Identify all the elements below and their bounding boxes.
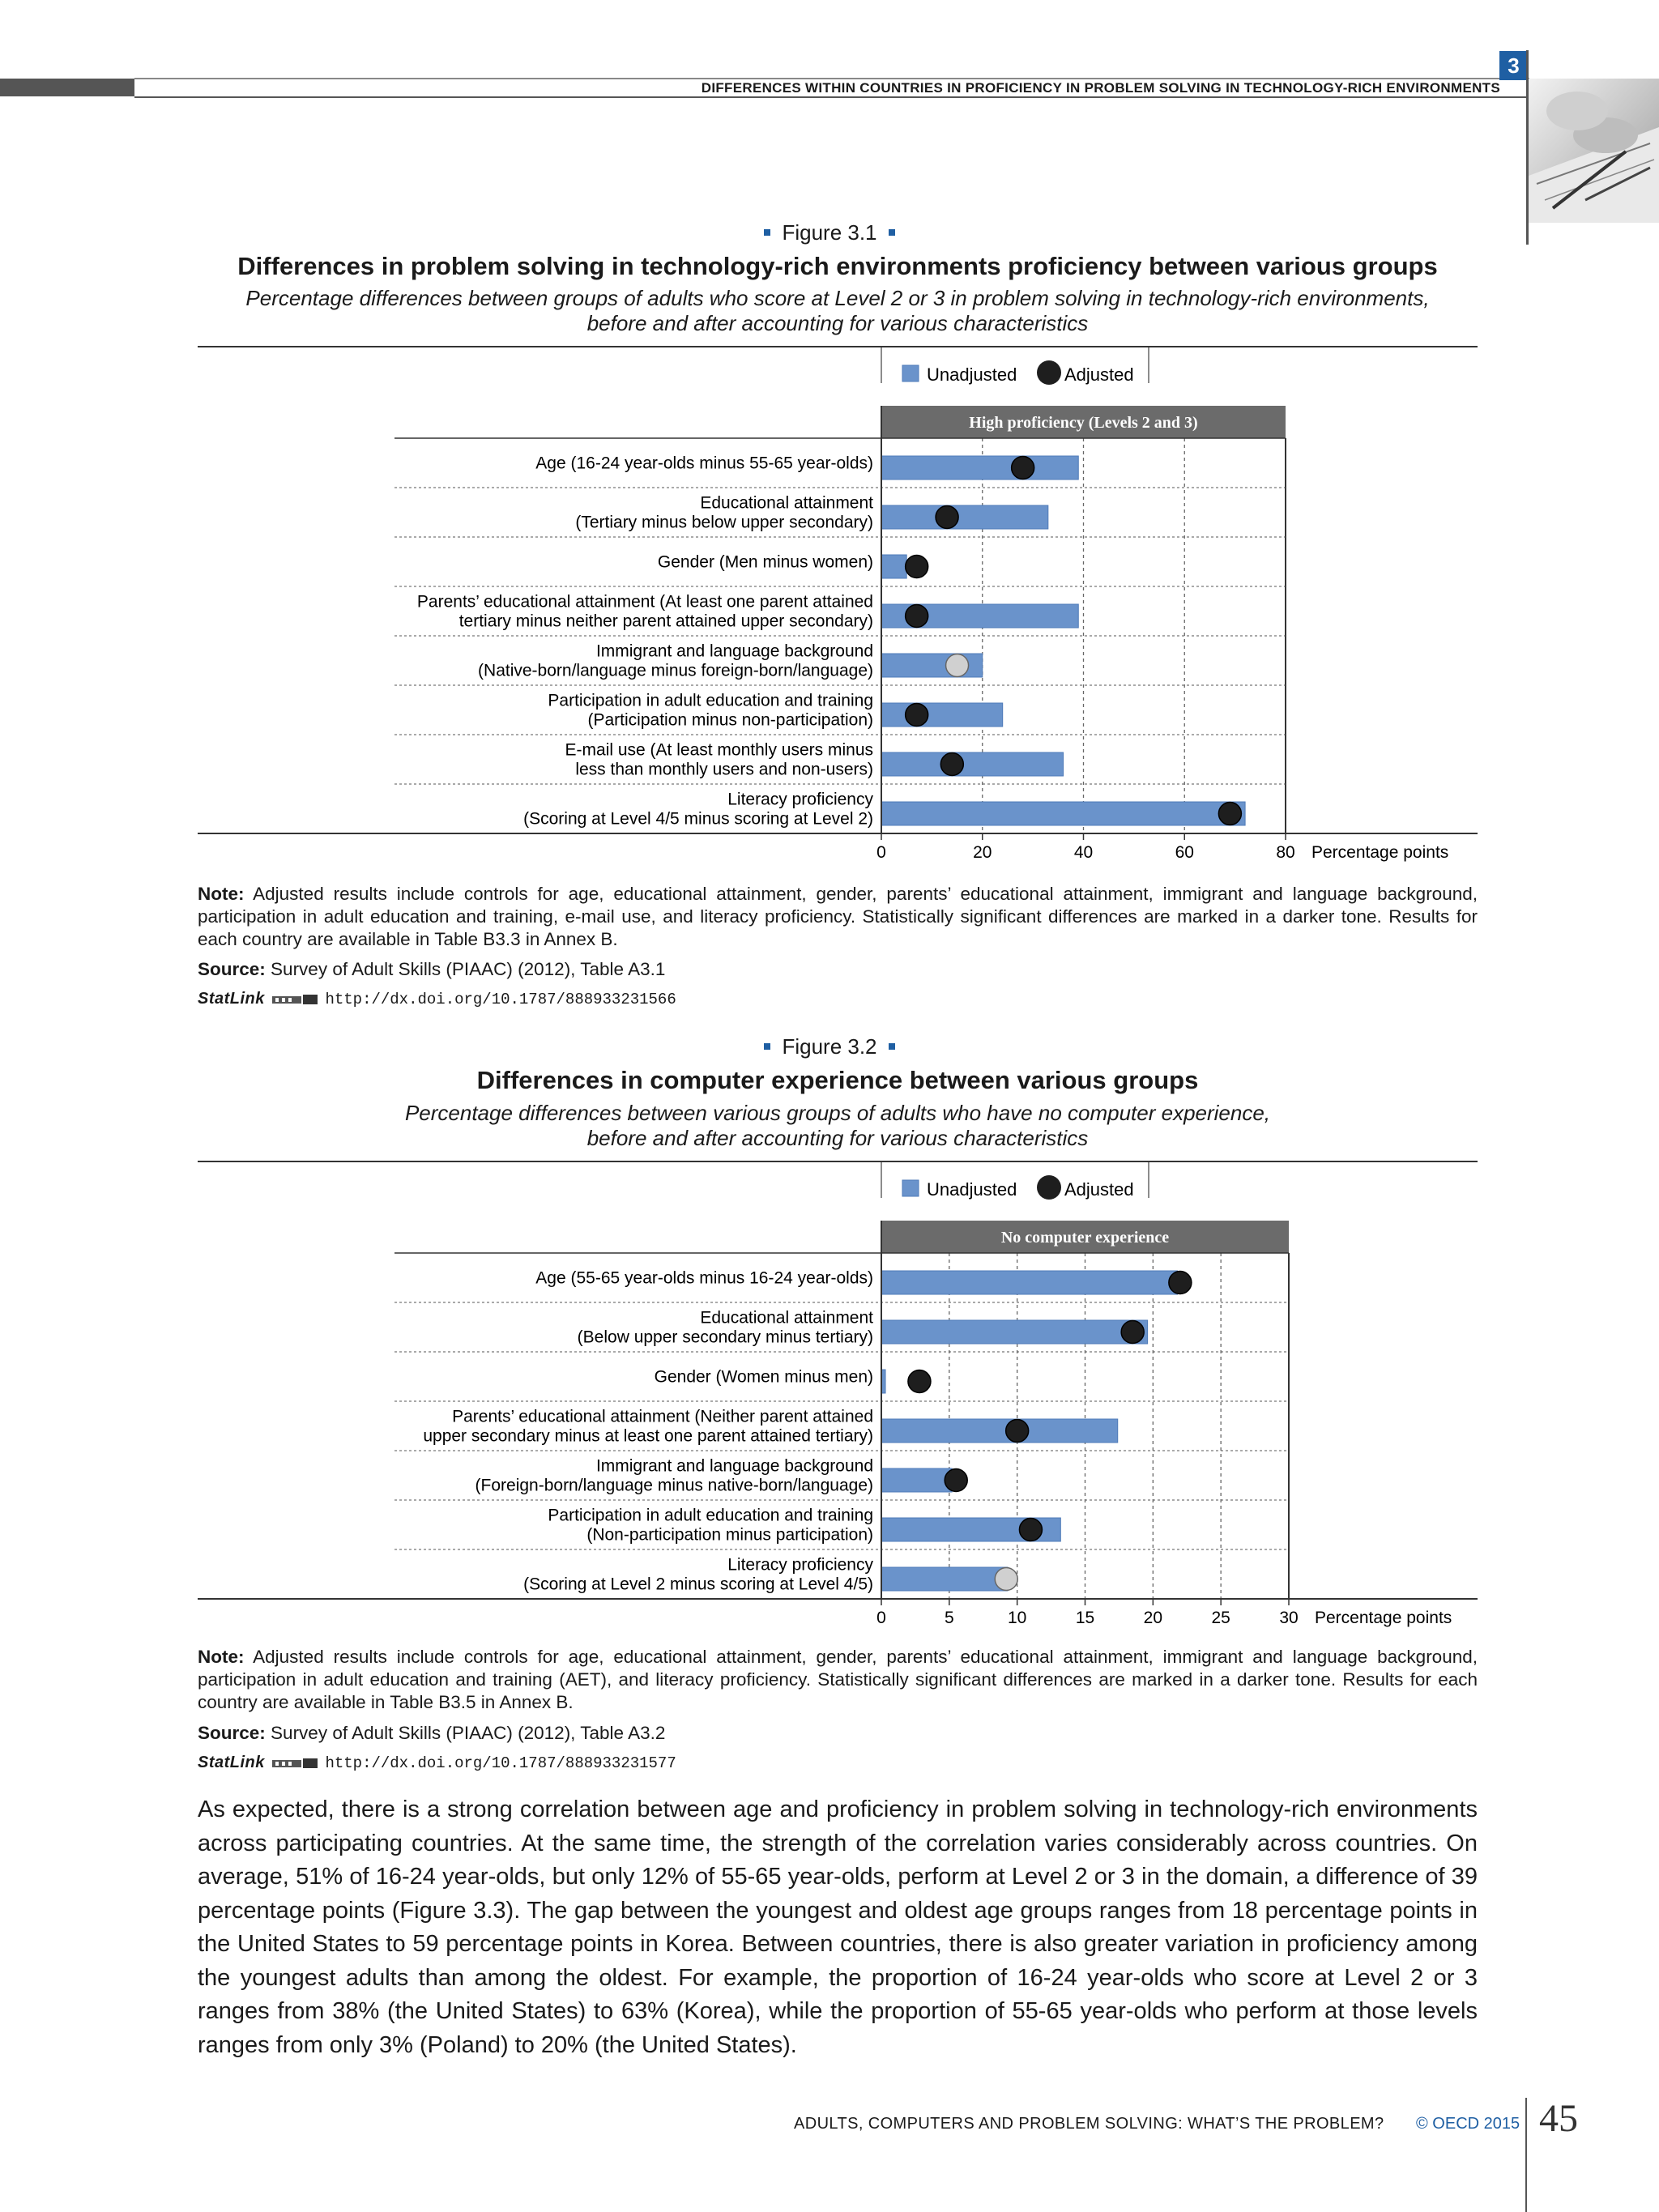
figure2-source: Source: Survey of Adult Skills (PIAAC) (2012), Table A3.2 xyxy=(198,1723,666,1743)
x-tick-label: 60 xyxy=(1175,843,1194,862)
dot-adjusted xyxy=(1006,1420,1029,1443)
x-tick-label: 25 xyxy=(1211,1609,1230,1627)
legend-adjusted-label: Adjusted xyxy=(1064,1179,1134,1200)
dot-adjusted xyxy=(945,1469,967,1492)
dot-adjusted xyxy=(906,704,928,727)
statlink-logo-icon xyxy=(272,994,318,1005)
bar-unadjusted xyxy=(881,1271,1178,1294)
dot-adjusted xyxy=(1019,1519,1042,1541)
figure2-subtitle-line2: before and after accounting for various characteristics xyxy=(586,1126,1089,1150)
figure2-statlink[interactable]: StatLink http://dx.doi.org/10.1787/888933231577 xyxy=(198,1754,676,1772)
category-label-line: Gender (Men minus women) xyxy=(657,552,873,572)
figure1-label: Figure 3.1 xyxy=(0,220,1659,245)
dot-adjusted xyxy=(1169,1272,1192,1294)
category-label-line: Literacy proficiency xyxy=(727,790,873,809)
header-bar xyxy=(0,79,134,96)
category-label xyxy=(523,791,873,829)
category-label xyxy=(575,494,873,532)
x-tick-label: 0 xyxy=(876,843,886,862)
category-label-line: (Scoring at Level 4/5 minus scoring at Level 2) xyxy=(523,809,873,829)
bar-unadjusted xyxy=(881,1468,952,1492)
category-label-line: Age (16-24 year-olds minus 55-65 year-olds) xyxy=(535,454,873,473)
category-label-line: less than monthly users and non-users) xyxy=(575,760,873,779)
x-tick-label: 0 xyxy=(876,1609,886,1627)
x-axis-label: Percentage points xyxy=(1311,843,1449,862)
figure2-chart xyxy=(0,1162,1659,1640)
category-label xyxy=(578,1309,873,1347)
dot-adjusted xyxy=(1012,457,1034,479)
dot-adjusted xyxy=(906,556,928,578)
chapter-number: 3 xyxy=(1499,51,1528,80)
figure1-statlink-url[interactable]: http://dx.doi.org/10.1787/888933231566 xyxy=(325,991,676,1008)
category-label-line: Participation in adult education and training xyxy=(548,691,873,710)
figure2-label: Figure 3.2 xyxy=(0,1034,1659,1059)
category-label-line: Parents’ educational attainment (Neither parent attained xyxy=(452,1407,873,1426)
figure1-statlink[interactable]: StatLink http://dx.doi.org/10.1787/888933231566 xyxy=(198,990,676,1008)
category-label xyxy=(535,454,873,473)
x-tick-label: 20 xyxy=(1143,1609,1163,1627)
bar-unadjusted xyxy=(881,752,1064,776)
figure1-source: Source: Survey of Adult Skills (PIAAC) (2012), Table A3.1 xyxy=(198,959,666,979)
category-label-line: E-mail use (At least monthly users minus xyxy=(565,740,873,760)
category-label-line: (Native-born/language minus foreign-born/language) xyxy=(478,661,873,680)
x-tick-label: 30 xyxy=(1279,1609,1299,1627)
category-label-line: Participation in adult education and training xyxy=(548,1506,873,1525)
category-label-line: (Below upper secondary minus tertiary) xyxy=(577,1328,873,1347)
category-label-line: Educational attainment xyxy=(700,1308,873,1328)
figure1-subtitle-line1: Percentage differences between groups of adults who score at Level 2 or 3 in problem solving in technology-rich environments, xyxy=(245,286,1430,310)
dot-adjusted xyxy=(1121,1321,1144,1344)
x-tick-label: 5 xyxy=(944,1609,954,1627)
figure1-note: Note: Adjusted results include controls for age, educational attainment, gender, parents’ educational attainment, immigrant and language background, participation in adult education and training, e-mail use, and literacy proficiency. Statistically significant differences are marked in a darker tone. Results for each country are available in Table B3.3 in Annex B. xyxy=(198,884,1478,949)
header-rule-bottom xyxy=(134,96,1529,98)
running-title: DIFFERENCES WITHIN COUNTRIES IN PROFICIENCY IN PROBLEM SOLVING IN TECHNOLOGY-RICH ENVIRONMENTS xyxy=(701,80,1500,96)
category-label xyxy=(523,1556,873,1594)
bar-unadjusted xyxy=(881,703,1003,727)
category-label-line: (Scoring at Level 2 minus scoring at Level 4/5) xyxy=(523,1575,873,1594)
bar-unadjusted xyxy=(881,1567,1008,1591)
x-tick-label: 40 xyxy=(1073,843,1094,862)
category-label xyxy=(658,553,873,572)
bar-unadjusted xyxy=(881,555,906,578)
x-tick-label: 20 xyxy=(973,843,992,862)
category-label-line: Immigrant and language background xyxy=(595,641,873,661)
category-label-line: (Foreign-born/language minus native-born/language) xyxy=(475,1476,873,1495)
x-tick-label: 80 xyxy=(1276,843,1295,862)
category-label-line: (Non-participation minus participation) xyxy=(586,1525,873,1545)
category-label-line: Educational attainment xyxy=(700,493,873,513)
bar-unadjusted xyxy=(881,802,1245,825)
category-label-line: Age (55-65 year-olds minus 16-24 year-olds) xyxy=(535,1268,873,1288)
x-tick-label: 15 xyxy=(1075,1609,1095,1627)
figure1-title: Differences in problem solving in technology-rich environments proficiency between various groups xyxy=(237,252,1438,280)
header-photo xyxy=(1529,79,1659,223)
footer-vertical-rule xyxy=(1525,2098,1527,2212)
category-label-line: Immigrant and language background xyxy=(595,1456,873,1476)
panel-header-title: High proficiency (Levels 2 and 3) xyxy=(969,414,1198,432)
page-number: 45 xyxy=(1539,2097,1578,2140)
x-axis-label: Percentage points xyxy=(1315,1609,1452,1627)
category-label-line: Parents’ educational attainment (At least one parent attained xyxy=(416,592,873,612)
x-tick-label: 10 xyxy=(1007,1609,1027,1627)
figure2-note: Note: Adjusted results include controls for age, educational attainment, gender, parents’ educational attainment, immigrant and language background, participation in adult education and training (AET), and literacy proficiency. Statistically significant differences are marked in a darker tone. Results for each country are available in Table B3.5 in Annex B. xyxy=(198,1647,1478,1712)
footer-book-title: ADULTS, COMPUTERS AND PROBLEM SOLVING: WHAT’S THE PROBLEM? xyxy=(794,2115,1384,2133)
statlink-logo-icon xyxy=(272,1758,318,1769)
figure2-title: Differences in computer experience between various groups xyxy=(476,1066,1199,1094)
bar-unadjusted xyxy=(881,1419,1118,1443)
dot-adjusted xyxy=(908,1370,931,1393)
category-label xyxy=(478,642,873,680)
legend-unadjusted-swatch xyxy=(902,365,919,381)
panel-header-title: No computer experience xyxy=(1000,1229,1170,1247)
dot-adjusted xyxy=(940,753,963,776)
legend-adjusted-marker xyxy=(1037,360,1061,385)
dot-adjusted xyxy=(995,1568,1017,1591)
category-label xyxy=(565,741,873,779)
category-label-line: Literacy proficiency xyxy=(727,1555,873,1575)
legend-adjusted-marker xyxy=(1037,1175,1061,1200)
bar-unadjusted xyxy=(881,456,1078,479)
figure2-subtitle-line1: Percentage differences between various groups of adults who have no computer experience, xyxy=(404,1101,1271,1125)
category-label-line: tertiary minus neither parent attained upper secondary) xyxy=(458,612,873,631)
dot-adjusted xyxy=(1218,803,1241,825)
figure2-statlink-url[interactable]: http://dx.doi.org/10.1787/888933231577 xyxy=(325,1754,676,1772)
dot-adjusted xyxy=(946,654,969,677)
category-label xyxy=(655,1368,873,1387)
header-rule-top xyxy=(134,78,1529,79)
legend-adjusted-label: Adjusted xyxy=(1064,364,1134,385)
category-label-line: (Participation minus non-participation) xyxy=(587,710,873,730)
legend-unadjusted-label: Unadjusted xyxy=(927,364,1017,385)
bar-unadjusted xyxy=(881,1320,1148,1344)
category-label-line: Gender (Women minus men) xyxy=(654,1367,873,1387)
category-label xyxy=(548,692,873,730)
category-label xyxy=(423,1408,873,1446)
dot-adjusted xyxy=(906,605,928,628)
category-label xyxy=(417,593,873,631)
category-label xyxy=(535,1269,873,1288)
category-label-line: upper secondary minus at least one parent attained tertiary) xyxy=(423,1426,873,1446)
footer-copyright: © OECD 2015 xyxy=(1416,2115,1520,2133)
category-label xyxy=(476,1457,873,1495)
body-paragraph: As expected, there is a strong correlation between age and proficiency in problem solving in technology-rich environments across participating countries. At the same time, the strength of the correlation varies considerably across countries. On average, 51% of 16-24 year-olds, but only 12% of 55-65 year-olds, perform at Level 2 or 3 in the domain, a difference of 39 percentage points (Figure 3.3). The gap between the youngest and oldest age groups ranges from 18 percentage points in the United States to 59 percentage points in Korea. Between countries, there is also greater variation in proficiency among the youngest adults than among the oldest. For example, the proportion of 16-24 year-olds who score at Level 2 or 3 ranges from 38% (the United States) to 63% (Korea), while the proportion of 55-65 year-olds who perform at those levels ranges from only 3% (Poland) to 20% (the United States). xyxy=(198,1796,1478,2058)
figure1-chart xyxy=(0,347,1659,874)
bar-unadjusted xyxy=(881,505,1048,529)
category-label-line: (Tertiary minus below upper secondary) xyxy=(575,513,873,532)
legend-unadjusted-swatch xyxy=(902,1180,919,1196)
dot-adjusted xyxy=(936,506,958,529)
legend-unadjusted-label: Unadjusted xyxy=(927,1179,1017,1200)
figure1-subtitle-line2: before and after accounting for various characteristics xyxy=(586,311,1089,335)
category-label xyxy=(548,1507,873,1545)
